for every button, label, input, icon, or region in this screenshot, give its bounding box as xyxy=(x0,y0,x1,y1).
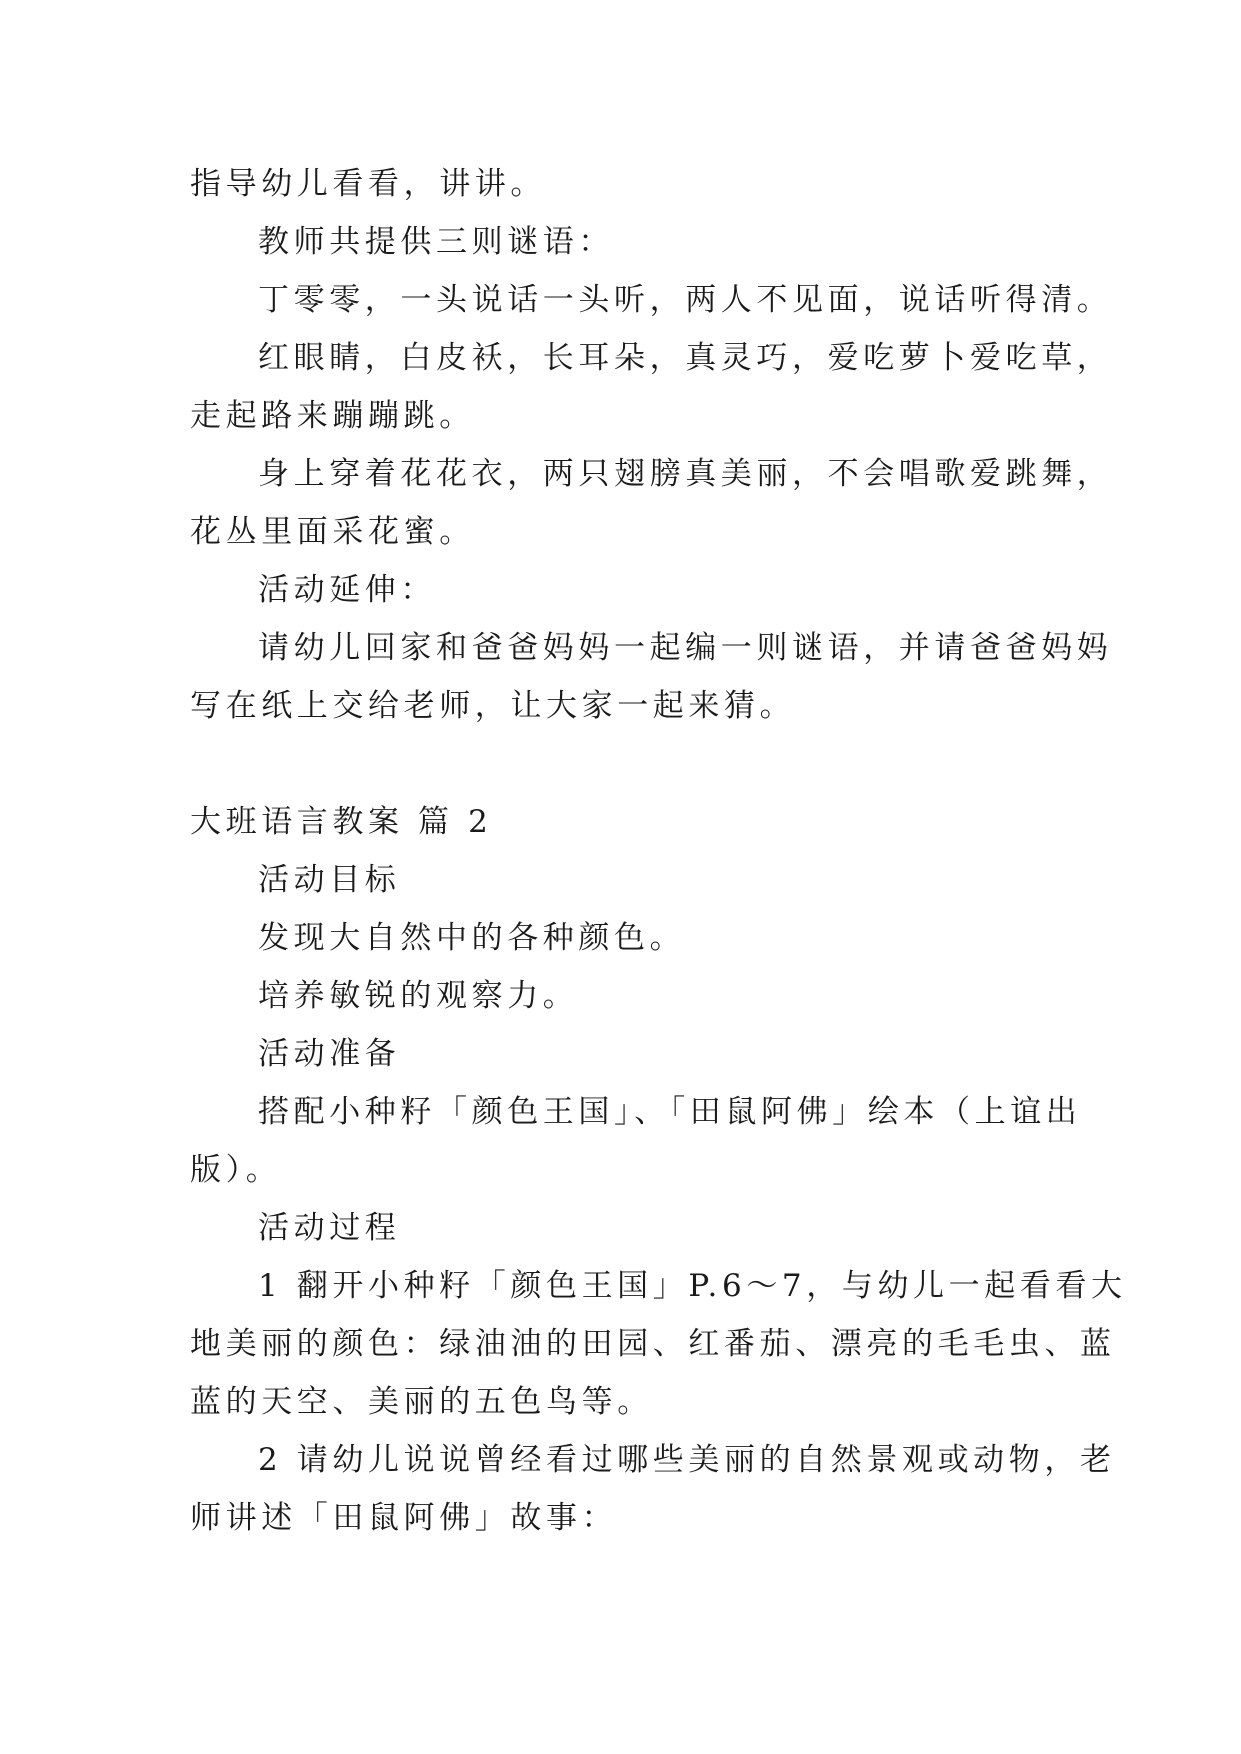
riddle-2-continued: 走起路来蹦蹦跳。 xyxy=(190,398,475,434)
paragraph-line: 教师共提供三则谜语： xyxy=(258,224,614,260)
paragraph-line: 请幼儿回家和爸爸妈妈一起编一则谜语，并请爸爸妈妈 xyxy=(258,630,1113,666)
paragraph-line: 指导幼儿看看，讲讲。 xyxy=(190,166,546,202)
section-heading: 活动过程 xyxy=(258,1210,401,1246)
paragraph-line: 写在纸上交给老师，让大家一起来猜。 xyxy=(190,688,796,724)
chapter-title: 大班语言教案 篇 2 xyxy=(190,804,493,840)
paragraph-line: 师讲述「田鼠阿佛」故事： xyxy=(190,1500,618,1536)
riddle-2: 红眼睛，白皮袄，长耳朵，真灵巧，爱吃萝卜爱吃草， xyxy=(258,340,1113,376)
paragraph-line: 蓝的天空、美丽的五色鸟等。 xyxy=(190,1384,653,1420)
paragraph-line: 发现大自然中的各种颜色。 xyxy=(258,920,686,956)
paragraph-line: 版）。 xyxy=(190,1152,282,1188)
section-heading: 活动目标 xyxy=(258,862,401,898)
paragraph-line: 地美丽的颜色：绿油油的田园、红番茄、漂亮的毛毛虫、蓝 xyxy=(190,1326,1116,1362)
paragraph-line: 搭配小种籽「颜色王国」、「田鼠阿佛」绘本（上谊出 xyxy=(258,1094,1082,1130)
riddle-3-continued: 花丛里面采花蜜。 xyxy=(190,514,475,550)
section-heading: 活动延伸： xyxy=(258,572,436,608)
section-heading: 活动准备 xyxy=(258,1036,401,1072)
paragraph-line: 1 翻开小种籽「颜色王国」P.6～7，与幼儿一起看看大 xyxy=(258,1268,1127,1304)
riddle-1: 丁零零，一头说话一头听，两人不见面，说话听得清。 xyxy=(258,282,1113,318)
paragraph-line: 培养敏锐的观察力。 xyxy=(258,978,579,1014)
paragraph-line: 2 请幼儿说说曾经看过哪些美丽的自然景观或动物，老 xyxy=(258,1442,1116,1478)
riddle-3: 身上穿着花花衣，两只翅膀真美丽，不会唱歌爱跳舞， xyxy=(258,456,1113,492)
